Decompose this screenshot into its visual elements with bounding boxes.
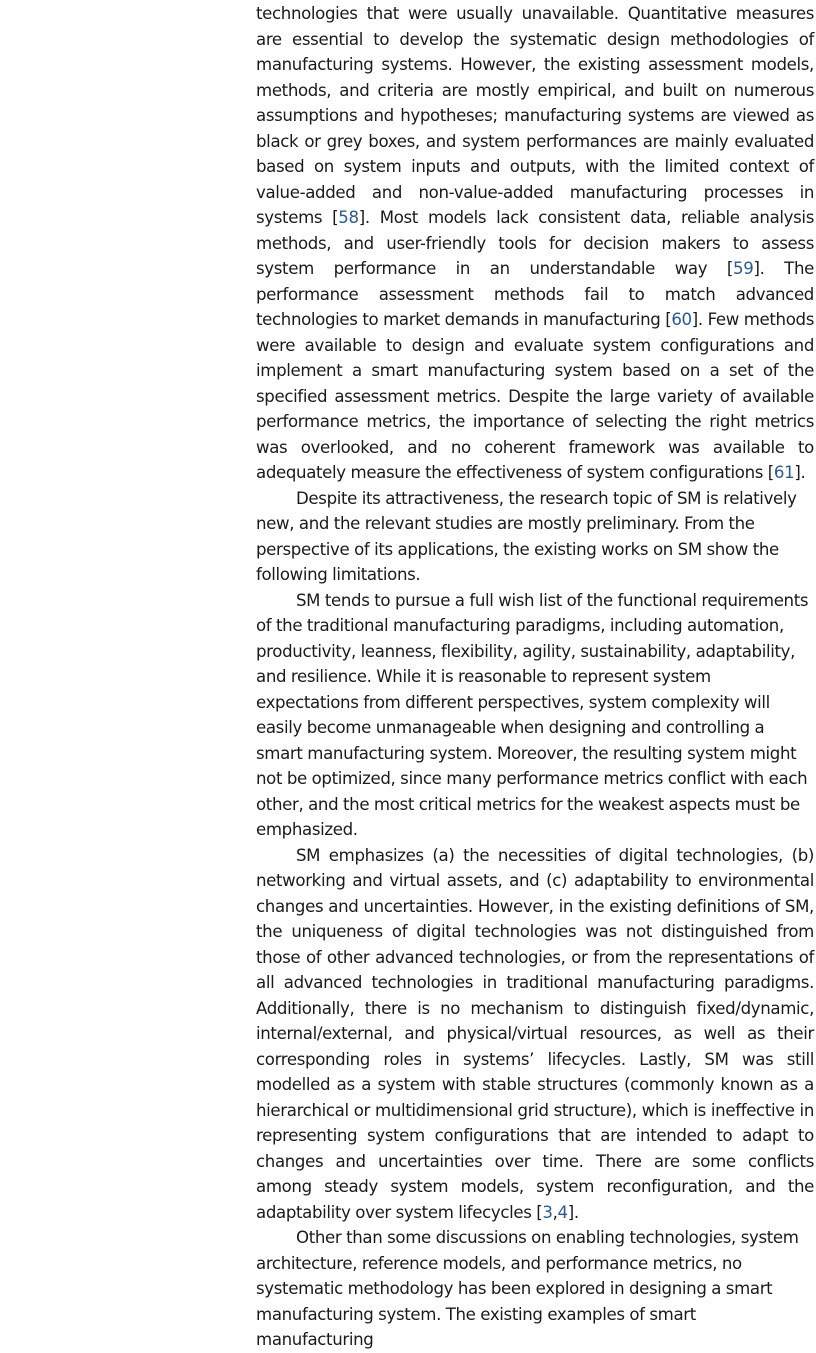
paragraph [256, 1, 814, 486]
paragraph [256, 588, 814, 843]
citation-link[interactable]: 58 [338, 208, 359, 227]
paragraph [256, 843, 814, 1226]
paragraph-text: ]. Few methods were available to design and evaluate system configurations and implement a smart manufacturing system based on a set of the specified assessment metrics. Despite the large variety of available performance metrics, the importance of selecting the right metrics was overlooked, and no coherent framework was available to adequately measure the effectiveness of system configurations [ [256, 310, 814, 482]
citation-link[interactable]: 59 [733, 259, 754, 278]
citation-link[interactable]: 3 [542, 1202, 553, 1222]
paragraph [256, 486, 814, 588]
paragraph [256, 1225, 814, 1353]
citation-link[interactable]: 61 [773, 463, 795, 482]
paragraph-text: Despite its attractiveness, the research topic of SM is relatively new, and the relevant studies are mostly preliminary. From the perspective of its applications, the existing works on SM show the following limitations. [256, 488, 797, 584]
citation-link[interactable]: 60 [671, 310, 692, 329]
paragraph-text: SM emphasizes (a) the necessities of digital technologies, (b) networking and virtual assets, and (c) adaptability to environmental changes and uncertainties. However, in the existing definitions of SM, the uniqueness of digital technologies was not distinguished from those of other advanced technologies, or from the representations of all advanced technologies in traditional manufacturing paradigms. Additionally, there is no mechanism to distinguish fixed/dynamic, internal/external, and physical/virtual resources, as well as their corresponding roles in systems’ lifecycles. Lastly, SM was still modelled as a system with stable structures (commonly known as a hierarchical or multidimensional grid structure), which is ineffective in representing system configurations that are intended to adapt to changes and uncertainties over time. There are some conflicts among steady system models, system reconfiguration, and the adaptability over system lifecycles [ [256, 845, 814, 1222]
paragraph-text: ]. [567, 1202, 579, 1222]
paragraph-text: , [552, 1202, 558, 1222]
paragraph-text: technologies that were usually unavailable. Quantitative measures are essential to develop the systematic design methodologies of manufacturing systems. However, the existing assessment models, methods, and criteria are mostly empirical, and built on numerous assumptions and hypotheses; manufacturing systems are viewed as black or grey boxes, and system performances are mainly evaluated based on system inputs and outputs, with the limited context of value-added and non-value-added manufacturing processes in systems [ [256, 4, 814, 227]
paragraph-text: Other than some discussions on enabling technologies, system architecture, reference models, and performance metrics, no systematic methodology has been explored in designing a smart manufacturing system. The existing examples of smart manufacturing [256, 1228, 799, 1349]
paragraph-text: SM tends to pursue a full wish list of the functional requirements of the traditional manufacturing paradigms, including automation, productivity, leanness, flexibility, agility, sustainability, adaptability, and resilience. While it is reasonable to represent system expectations from different perspectives, system complexity will easily become unmanageable when designing and controlling a smart manufacturing system. Moreover, the resulting system might not be optimized, since many performance metrics conflict with each other, and the most critical metrics for the weakest aspects must be emphasized. [256, 590, 809, 839]
paragraph-text: ]. Most models lack consistent data, reliable analysis methods, and user-friendly tools for decision makers to assess system performance in an understandable way [ [256, 208, 814, 278]
article-body [256, 0, 814, 1353]
citation-link[interactable]: 4 [557, 1202, 568, 1222]
paragraph-text: ]. [794, 463, 806, 482]
paragraph-text: ]. The performance assessment methods fail to match advanced technologies to market demands in manufacturing [ [256, 259, 814, 329]
